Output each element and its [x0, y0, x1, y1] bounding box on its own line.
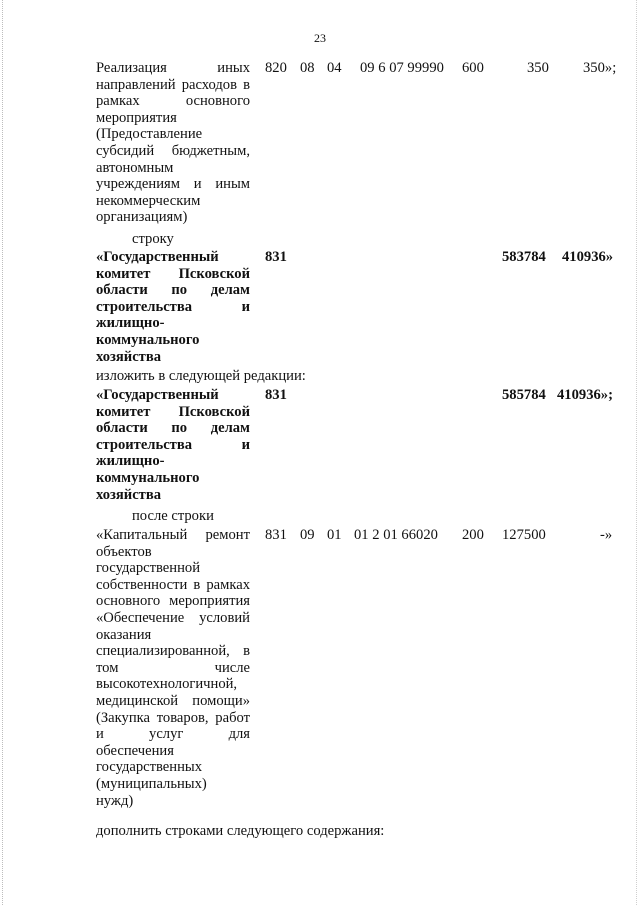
- row4-description-line: высокотехнологичной,: [96, 676, 238, 693]
- row4-description-line: основного мероприятия: [96, 593, 250, 610]
- note-stroku: строку: [132, 231, 174, 247]
- row4-description-line: (муниципальных): [96, 775, 207, 792]
- row1-target: 09 6 07 99990: [360, 60, 444, 76]
- row1-description-line: рамках основного: [96, 93, 250, 110]
- row4-description-line: том числе: [96, 659, 250, 676]
- row2-description: [96, 249, 250, 365]
- row2-sum1: 583784: [502, 249, 546, 265]
- row1-description-line: мероприятия: [96, 109, 177, 126]
- row3-sum1: 585784: [502, 387, 546, 403]
- row1-section: 08: [300, 60, 315, 76]
- row1-description-line: Реализация иных: [96, 60, 250, 76]
- row1-sum1: 350: [527, 60, 549, 76]
- note-dopolnit: дополнить строками следующего содержания:: [96, 823, 385, 839]
- row2-code: 831: [265, 249, 287, 265]
- row3-description-line: комитет Псковской: [96, 403, 250, 420]
- note-izlozhit: изложить в следующей редакции:: [96, 368, 306, 384]
- row4-description-line: нужд): [96, 792, 134, 809]
- note-posle-stroki: после строки: [132, 508, 214, 524]
- row1-description-line: субсидий бюджетным,: [96, 142, 250, 159]
- row1-code: 820: [265, 60, 287, 76]
- row2-description-line: хозяйства: [96, 348, 162, 365]
- row1-description-line: учреждениям и иным: [96, 176, 250, 193]
- row1-type: 600: [462, 60, 484, 76]
- row4-description-line: оказания: [96, 626, 152, 643]
- row3-description: [96, 387, 250, 503]
- row4-description-line: «Капитальный ремонт: [96, 527, 250, 543]
- row2-description-line: «Государственный: [96, 249, 219, 265]
- row4-description-line: специализированной, в: [96, 643, 250, 660]
- row3-description-line: жилищно-: [96, 453, 165, 470]
- row4-description-line: объектов: [96, 543, 152, 560]
- row4-section: 09: [300, 527, 315, 543]
- row4-description-line: обеспечения: [96, 742, 174, 759]
- row2-sum2: 410936»: [562, 249, 614, 265]
- row4-description-line: собственности в рамках: [96, 576, 250, 593]
- page-number: 23: [314, 31, 326, 45]
- row4-description-line: и услуг для: [96, 726, 250, 743]
- row4-target: 01 2 01 66020: [354, 527, 438, 543]
- row2-description-line: коммунального: [96, 331, 200, 348]
- row4-sum1: 127500: [502, 527, 546, 543]
- row1-description-line: автономным: [96, 159, 174, 176]
- row4-subsection: 01: [327, 527, 342, 543]
- row3-description-line: «Государственный: [96, 387, 219, 403]
- row1-description-line: некоммерческим: [96, 192, 201, 209]
- row3-description-line: хозяйства: [96, 486, 162, 503]
- row2-description-line: жилищно-: [96, 315, 165, 332]
- row4-description-line: государственных: [96, 759, 203, 776]
- row1-description-line: организациям): [96, 209, 188, 226]
- row1-description: [96, 60, 250, 226]
- row1-sum2: 350»;: [583, 60, 617, 76]
- row4-description-line: «Обеспечение условий: [96, 609, 250, 626]
- row3-description-line: области по делам: [96, 420, 250, 437]
- row3-code: 831: [265, 387, 287, 403]
- row1-description-line: направлений расходов в: [96, 76, 250, 93]
- row4-sum2: -»: [600, 527, 613, 543]
- row4-description: [96, 527, 250, 809]
- row2-description-line: комитет Псковской: [96, 265, 250, 282]
- row3-description-line: строительства и: [96, 436, 250, 453]
- row4-code: 831: [265, 527, 287, 543]
- row4-description-line: государственной: [96, 560, 201, 577]
- row4-description-line: медицинской помощи»: [96, 692, 250, 709]
- row3-description-line: коммунального: [96, 469, 200, 486]
- row3-sum2: 410936»;: [557, 387, 613, 403]
- row1-description-line: (Предоставление: [96, 126, 203, 143]
- row2-description-line: строительства и: [96, 298, 250, 315]
- row4-type: 200: [462, 527, 484, 543]
- row1-subsection: 04: [327, 60, 342, 76]
- row2-description-line: области по делам: [96, 282, 250, 299]
- row4-description-line: (Закупка товаров, работ: [96, 709, 250, 726]
